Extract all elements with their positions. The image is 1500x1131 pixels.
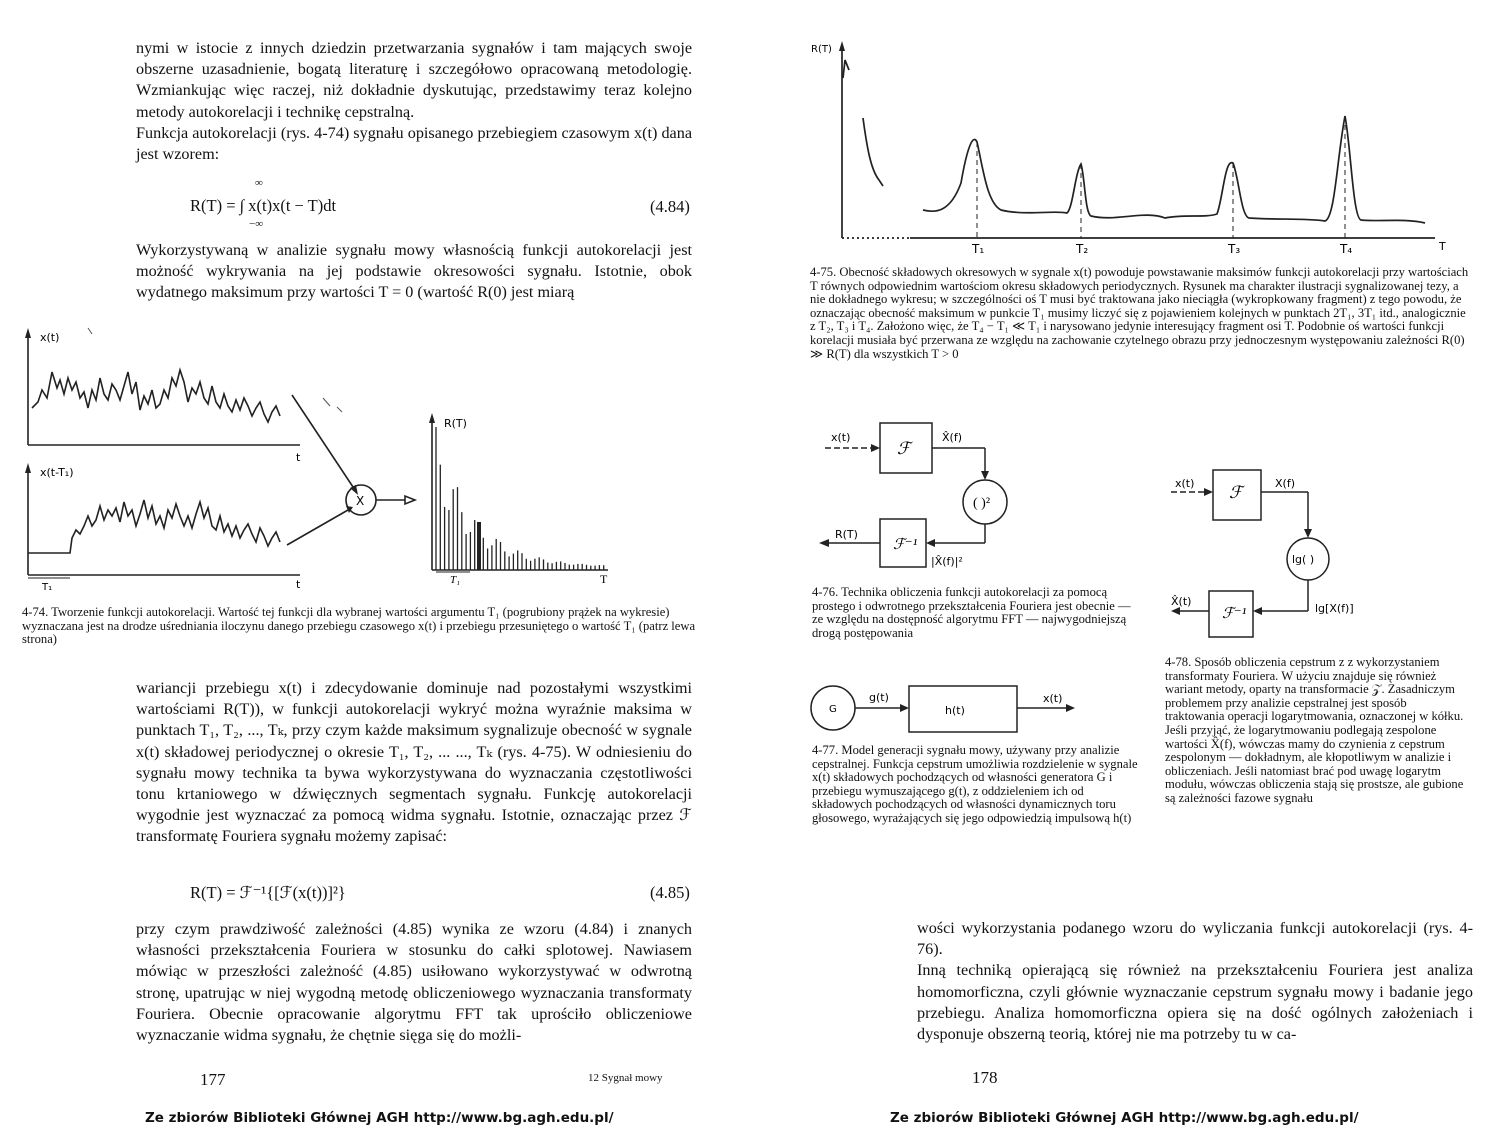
formula-4-84-lower-limit: −∞	[249, 218, 264, 230]
fig478-out-label: X̂(t)	[1171, 595, 1192, 608]
caption-4-78: 4-78. Sposób obliczenia cepstrum z z wykorzystaniem transformaty Fouriera. W użyciu znajduje się również wariant metody, oparty na transformacie 𝒵. Zasadniczym problemem przy analizie cepstralnej jest sposób traktowania operacji logarytmowania, oznaczonej w kółku. Jeśli przyjąć, że logarytmowaniu podlegają zespolone wartości X̂(f), wówczas mamy do czynienia z cepstrum zespolonym — dokładnym, ale kłopotliwym w analizie i obliczeniach. Jeśli natomiast brać pod uwagę logarytm modułu, wówczas obliczenia stają się prostsze, ale gubione są zależności fazowe sygnału	[1165, 655, 1464, 805]
left-paragraph-1: nymi w istocie z innych dziedzin przetwarzania sygnałów i tam mających swoje obszerne uzasadnienie, bogatą literaturę i szczegółowo opracowaną metodologię. Wzmiankując więc raczej, niż dokładnie dyskutując, przedstawimy teraz kolejno metody autokorelacji i technikę cepstralną. Funkcja autokorelacji (rys. 4-74) sygnału opisanego przebiegiem czasowym x(t) dana jest wzorem:	[136, 38, 692, 165]
formula-4-84-upper-limit: ∞	[255, 177, 263, 189]
right-paragraph-1: wości wykorzystania podanego wzoru do wyliczania funkcji autokorelacji (rys. 4-76). Inną techniką opierającą się również na przekształceniu Fouriera jest analiza homomorficzna, czyli głównie wyznaczanie cepstrum sygnału mowy i badanie jego przebiegu. Analiza homomorficzna opiera się na dość ogólnych założeniach i dysponuje obszerną teorią, której nie ma potrzeby tu w ca-	[917, 918, 1473, 1045]
footer-left: Ze zbiorów Biblioteki Głównej AGH http://www.bg.agh.edu.pl/	[145, 1110, 614, 1126]
formula-4-85-number: (4.85)	[650, 883, 690, 902]
fig478-Finv-block: ℱ⁻¹	[1222, 606, 1247, 622]
xt-shift-label: x(t-T₁)	[40, 466, 74, 479]
fig476-in-label: x(t)	[831, 431, 851, 444]
footer-right: Ze zbiorów Biblioteki Głównej AGH http://www.bg.agh.edu.pl/	[890, 1110, 1359, 1126]
caption-4-77: 4-77. Model generacji sygnału mowy, używany przy analizie cepstralnej. Funkcja cepstrum umożliwia rozdzielenie w sygnale x(t) składowych pochodzących od własności generatora G i przebiegu wymuszającego g(t), z oddzieleniem ich od składowych pochodzących od własności dynamicznych toru głosowego, wyrażających się jego odpowiedzią impulsową h(t)	[812, 743, 1138, 825]
formula-4-85: R(T) = ℱ⁻¹{[ℱ(x(t))]²}	[190, 883, 346, 902]
fig476-spec-label: X̂(f)	[942, 431, 962, 444]
page-number-right: 178	[972, 1068, 998, 1087]
figure-4-78	[1165, 465, 1485, 655]
left-paragraph-2: Funkcja autokorelacji (rys. 4-74) sygnału opisanego przebiegiem czasowym x(t) dana jest wzorem:	[136, 123, 692, 164]
t-axis-label-bottom: t	[296, 578, 301, 591]
T1-axis-label: T₁	[450, 574, 460, 586]
right-paragraph-2: Inną techniką opierającą się również na przekształceniu Fouriera jest analiza homomorficzna, czyli głównie wyznaczanie cepstrum sygnału mowy i badanie jego przebiegu. Analiza homomorficzna opiera się na dość ogólnych założeniach i dysponuje obszerną teorią, której nie ma potrzeby tu w ca-	[917, 961, 1473, 1044]
tick-T1: T₁	[972, 242, 985, 256]
left-paragraph-5: przy czym prawdziwość zależności (4.85) wynika ze wzoru (4.84) i znanych własności przekształcenia Fouriera w stosunku do całki splotowej. Nawiasem mówiąc w przeszłości zależność (4.85) usiłowano wykorzystywać w odwrotną stronę, upatrując w niej wygodną metodę obliczeniowego wyznaczania transformaty Fouriera. Obecnie opracowanie algorytmu FFT tak uprościło obliczeniowe wyznaczanie widma sygnału, że chętnie sięga się do możli-	[136, 920, 692, 1045]
fig478-log-label: lg[X(f)]	[1315, 602, 1354, 615]
fig478-X-label: X(f)	[1275, 477, 1295, 490]
left-paragraph-4: wariancji przebiegu x(t) i zdecydowanie dominuje nad pozostałymi wszystkimi wartościami R(T)), w funkcji autokorelacji wykryć można wyraźnie maksima w punktach T₁, T₂, ..., Tₖ, przy czym każde maksimum sygnalizuje obecność w sygnale x(t) składowej periodycznej o okresie T₁, T₂, ... ..., Tₖ (rys. 4-75). W odniesieniu do sygnału mowy technika ta bywa wykorzystywana do wyznaczania częstotliwości tonu krtaniowego w dźwięcznych segmentach sygnału. Funkcję autokorelacji wygodnie jest wyznaczać za pomocą widma sygnału. Istotnie, oznaczając przez ℱ transformatę Fouriera sygnału możemy zapisać:	[136, 679, 692, 846]
tick-T4: T₄	[1340, 242, 1353, 256]
caption-4-75: 4-75. Obecność składowych okresowych w sygnale x(t) powoduje powstawanie maksimów funkcji autokorelacji przy wartościach T równych odpowiednim wartościom okresu składowych periodycznych. Rysunek ma charakter ilustracji sygnalizowanej tezy, a nie dokładnego wykresu; w szczególności oś T musi być traktowana jako nieciągła (wykropkowany fragment) z tego powodu, że oznaczając obecność maksimum w punkcie T₁ musimy liczyć się z pojawieniem kolejnych w punktach 2T₁, 3T₁ itd., analogicznie z T₂, T₃ i T₄. Założono więc, że T₄ − T₁ ≪ T₁ i narysowano jedynie interesujący fragment osi T. Podobnie oś wartości funkcji korelacji musiała być przerwana ze względu na zachowanie czytelnego obrazu przy jednoczesnym występowaniu zależności R(0) ≫ R(T) dla wszystkich T > 0	[810, 265, 1469, 361]
figure-4-76	[805, 415, 1135, 590]
fig475-x-label: T	[1439, 240, 1446, 253]
fig476-square-block: ( )²	[973, 496, 991, 511]
fig476-out-label: R(T)	[835, 528, 858, 541]
fig475-y-label: R(T)	[811, 44, 832, 55]
T-axis-label: T	[600, 572, 608, 586]
figure-4-75	[805, 38, 1465, 263]
t-axis-label-top: t	[296, 451, 301, 464]
tick-T3: T₃	[1228, 242, 1241, 256]
left-paragraph-3: Wykorzystywaną w analizie sygnału mowy własnością funkcji autokorelacji jest możność wykrywania na jej podstawie okresowości sygnału. Istotnie, obok wydatnego maksimum przy wartości T = 0 (wartość R(0) jest miarą	[136, 241, 692, 302]
page-number-left: 177	[200, 1070, 226, 1089]
fig477-h-label: h(t)	[945, 704, 965, 717]
fig477-g-label: g(t)	[869, 691, 889, 704]
fig478-in-label: x(t)	[1175, 477, 1195, 490]
xt-label: x(t)	[40, 331, 60, 344]
caption-4-76: 4-76. Technika obliczenia funkcji autokorelacji za pomocą prostego i odwrotnego przekształcenia Fouriera jest obecnie — ze względu na dostępność algorytmu FFT — najwygodniejszą drogą postępowania	[812, 585, 1131, 640]
fig477-x-label: x(t)	[1043, 692, 1063, 705]
tick-T2: T₂	[1076, 242, 1089, 256]
RT-axis-label: R(T)	[444, 417, 467, 430]
running-footer: 12 Sygnał mowy	[588, 1072, 663, 1084]
T1-shift-label: T₁	[42, 582, 53, 593]
figure-4-77	[805, 680, 1135, 740]
multiplier-symbol: X	[356, 494, 365, 508]
fig476-Finv-block: ℱ⁻¹	[893, 537, 918, 553]
figure-4-74	[0, 320, 700, 610]
formula-4-84-number: (4.84)	[650, 197, 690, 216]
fig477-G-label: G	[829, 704, 837, 715]
fig478-F-block: ℱ	[1229, 483, 1243, 502]
fig476-mag-label: |X̂(f)|²	[931, 555, 963, 568]
formula-4-84: R(T) = ∫ x(t)x(t − T)dt	[190, 196, 337, 215]
fig478-log-block: lg( )	[1292, 553, 1315, 566]
caption-4-74: 4-74. Tworzenie funkcji autokorelacji. Wartość tej funkcji dla wybranej wartości argumentu T₁ (pogrubiony prążek na wykresie) wyznaczana jest na drodze uśredniania iloczynu danego przebiegu czasowego x(t) i przebiegu przesuniętego o wartość T₁ (patrz lewa strona)	[22, 605, 696, 647]
fig476-F-block: ℱ	[897, 439, 911, 458]
